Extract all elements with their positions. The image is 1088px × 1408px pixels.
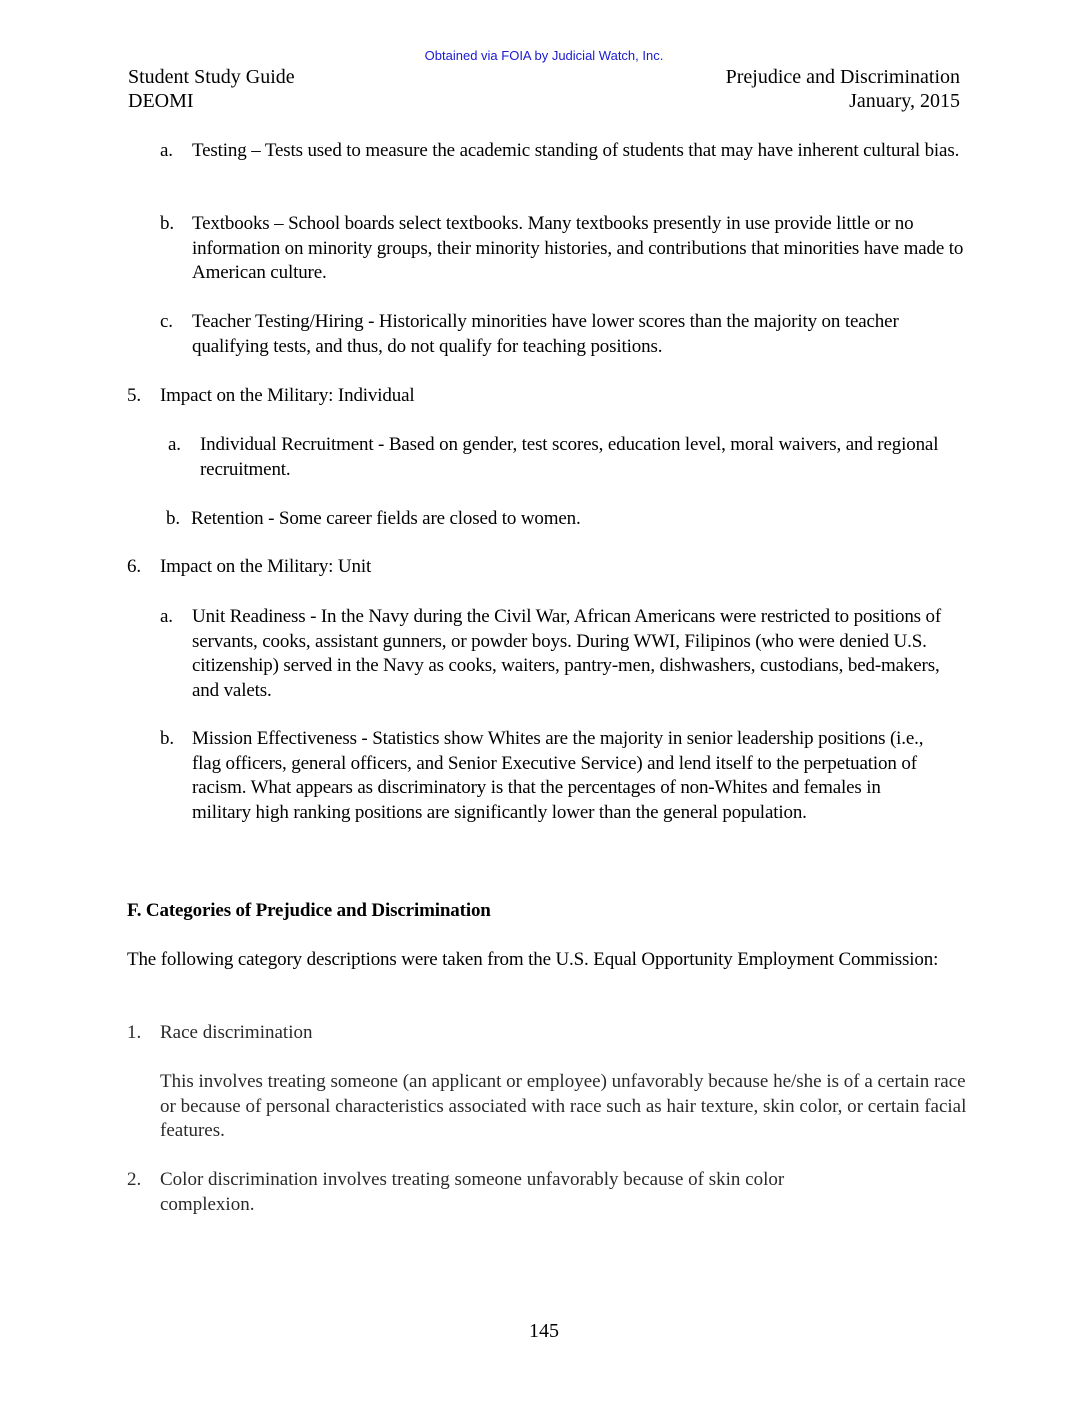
item-text: Teacher Testing/Hiring - Historically minorities have lower scores than the majority on teacher qualifying tests, and thus, do not qualify for teaching positions. — [192, 311, 899, 357]
item-text: Retention - Some career fields are closed to women. — [191, 508, 581, 529]
item-marker: a. — [168, 434, 181, 455]
item-marker: 5. — [127, 385, 141, 406]
item-marker: 1. — [127, 1022, 142, 1043]
foia-watermark: Obtained via FOIA by Judicial Watch, Inc. — [424, 48, 664, 63]
item-marker: b. — [160, 728, 174, 749]
item-text: Individual Recruitment - Based on gender, test scores, education level, moral waivers, and regional recruitment. — [200, 434, 939, 480]
item-marker: 2. — [127, 1169, 142, 1190]
section-f-intro: The following category descriptions were taken from the U.S. Equal Opportunity Employment Commission: — [127, 949, 939, 970]
header-right — [726, 65, 960, 113]
guide-title: Student Study Guide — [128, 66, 295, 88]
item-text: Textbooks – School boards select textbooks. Many textbooks presently in use provide little or no information on minority groups, their minority histories, and contributions that minorities have made to American culture. — [192, 213, 964, 283]
item-title: Race discrimination — [160, 1022, 313, 1043]
header-left — [128, 65, 295, 113]
item-marker: a. — [160, 606, 173, 627]
item-marker: b. — [160, 213, 174, 234]
item-text: Color discrimination involves treating someone unfavorably because of skin color complexion. — [160, 1169, 785, 1215]
item-description: This involves treating someone (an applicant or employee) unfavorably because he/she is of a certain race or because of personal characteristics associated with race such as hair texture, skin color, or certain facial features. — [160, 1071, 967, 1141]
section-title: Impact on the Military: Individual — [160, 385, 415, 406]
item-text: Testing – Tests used to measure the academic standing of students that may have inherent cultural bias. — [192, 140, 960, 161]
section-f-heading: F. Categories of Prejudice and Discrimination — [127, 900, 491, 921]
item-marker: 6. — [127, 556, 141, 577]
page-number: 145 — [529, 1320, 559, 1342]
item-marker: b. — [166, 508, 180, 529]
item-marker: a. — [160, 140, 173, 161]
section-title: Impact on the Military: Unit — [160, 556, 372, 577]
document-topic: Prejudice and Discrimination — [725, 66, 960, 88]
item-text: Unit Readiness - In the Navy during the Civil War, African Americans were restricted to positions of servants, cooks, assistant gunners, or powder boys. During WWI, Filipinos (who were denied U.S. citizenship) served in the Navy as cooks, waiters, pantry-men, dishwashers, custodians, bed-makers, and valets. — [192, 606, 942, 701]
document-date: January, 2015 — [849, 90, 960, 112]
organization: DEOMI — [128, 90, 194, 112]
item-marker: c. — [160, 311, 173, 332]
item-text: Mission Effectiveness - Statistics show Whites are the majority in senior leadership positions (i.e., flag officers, general officers, and Senior Executive Service) and lend itself to the perpetuation of racism. What appears as discriminatory is that the percentages of non-Whites and females in military high ranking positions are significantly lower than the general population. — [192, 728, 924, 823]
